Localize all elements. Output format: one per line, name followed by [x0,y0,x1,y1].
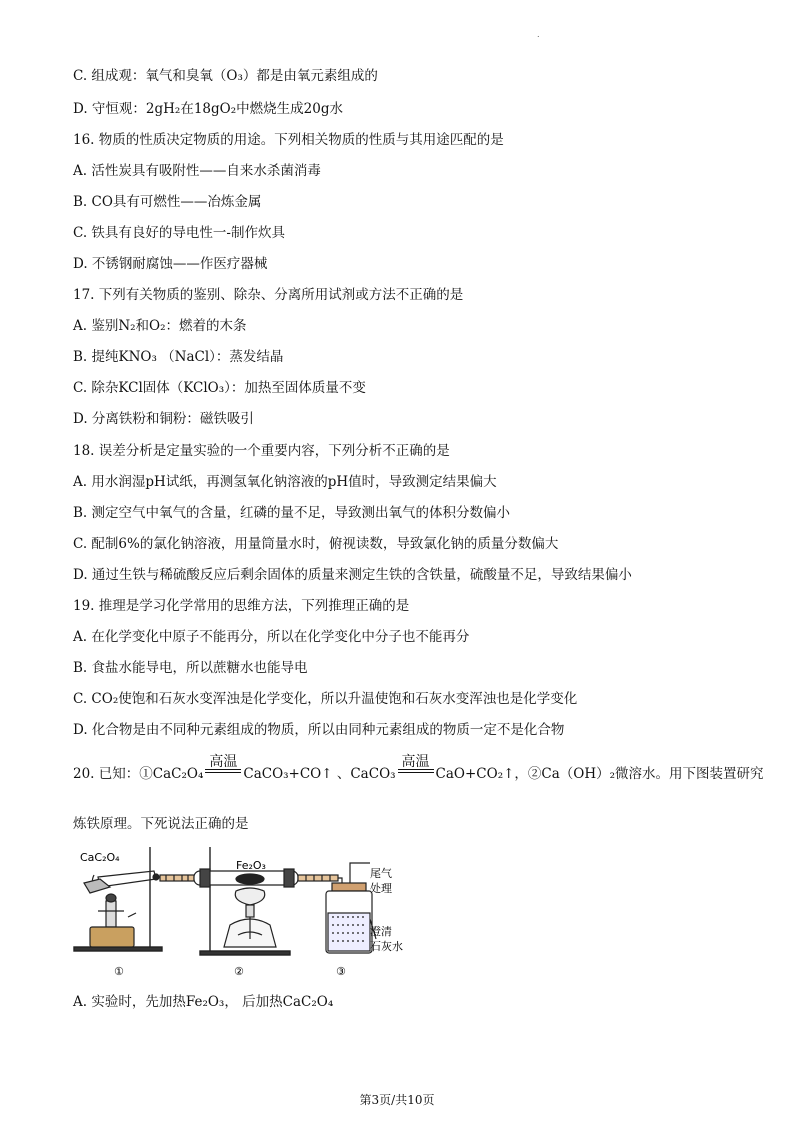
test-tube-1 [84,871,159,893]
apparatus-diagram [70,843,420,983]
q20-stem [73,754,764,783]
label-limewater-2: 石灰水 [370,940,403,953]
condition-high-temp-1: 高温 [209,754,238,770]
q18-option-d[interactable]: D. 通过生铁与稀硫酸反应后剩余固体的质量来测定生铁的含铁量，硫酸量不足，导致结果偏小 [73,567,632,583]
connecting-tube-1 [160,875,194,881]
label-apparatus-1: ① [114,965,124,978]
q18-option-a[interactable]: A. 用水润湿pH试纸，再测氢氧化钠溶液的pH值时，导致测定结果偏大 [73,474,497,490]
q17-option-a[interactable]: A. 鉴别N₂和O₂：燃着的木条 [73,318,247,334]
q19-option-d[interactable]: D. 化合物是由不同种元素组成的物质，所以由同种元素组成的物质一定不是化合物 [73,722,565,738]
corner-dot: . [537,30,540,39]
q20-stem-line2: 炼铁原理。下死说法正确的是 [73,816,249,832]
connecting-tube-2 [298,875,338,881]
q18-option-b[interactable]: B. 测定空气中氧气的含量，红磷的量不足，导致测出氧气的体积分数偏小 [73,505,511,521]
q16-option-d[interactable]: D. 不锈钢耐腐蚀——作医疗器械 [73,256,268,272]
q15-option-c[interactable]: C. 组成观：氧气和臭氧（O₃）都是由氧元素组成的 [73,68,378,84]
q16-option-b[interactable]: B. CO具有可燃性——冶炼金属 [73,194,262,210]
q20-option-a[interactable]: A. 实验时，先加热Fe₂O₃， 后加热CaC₂O₄ [73,994,334,1010]
alcohol-burner-2 [224,888,276,947]
q19-option-c[interactable]: C. CO₂使饱和石灰水变浑浊是化学变化，所以升温使饱和石灰水变浑浊也是化学变化 [73,691,578,707]
page-footer: 第3页/共10页 [359,1093,435,1107]
q17-option-d[interactable]: D. 分离铁粉和铜粉：磁铁吸引 [73,411,254,427]
q20-prefix: 20. 已知：①CaC₂O₄ [73,766,204,782]
label-tail-gas-1: 尾气 [370,867,392,880]
q19-option-a[interactable]: A. 在化学变化中原子不能再分，所以在化学变化中分子也不能再分 [73,629,470,645]
q19-stem: 19. 推理是学习化学常用的思维方法，下列推理正确的是 [73,598,410,614]
label-limewater-1: 澄清 [370,925,392,938]
condition-high-temp-2: 高温 [401,754,430,770]
q20-mid: CaCO₃+CO↑ 、CaCO₃ [243,766,396,782]
label-fe2o3: Fe₂O₃ [236,859,266,872]
q17-option-c[interactable]: C. 除杂KCl固体（KClO₃）：加热至固体质量不变 [73,380,366,396]
q17-stem: 17. 下列有关物质的鉴别、除杂、分离所用试剂或方法不正确的是 [73,287,464,303]
q16-stem: 16. 物质的性质决定物质的用途。下列相关物质的性质与其用途匹配的是 [73,132,504,148]
q19-option-b[interactable]: B. 食盐水能导电，所以蔗糖水也能导电 [73,660,308,676]
label-tail-gas-2: 处理 [370,882,392,895]
q17-option-b[interactable]: B. 提纯KNO₃ （NaCl）：蒸发结晶 [73,349,284,365]
q15-option-d[interactable]: D. 守恒观：2gH₂在18gO₂中燃烧生成20g水 [73,101,343,117]
q16-option-c[interactable]: C. 铁具有良好的导电性一-制作炊具 [73,225,285,241]
label-apparatus-2: ② [234,965,244,978]
q18-option-c[interactable]: C. 配制6%的氯化钠溶液，用量筒量水时，俯视读数，导致氯化钠的质量分数偏大 [73,536,559,552]
q18-stem: 18. 误差分析是定量实验的一个重要内容，下列分析不正确的是 [73,443,450,459]
q20-suffix: CaO+CO₂↑，②Ca（OH）₂微溶水。用下图装置研究 [435,766,764,782]
q16-option-a[interactable]: A. 活性炭具有吸附性——自来水杀菌消毒 [73,163,321,179]
equation-arrow-1 [205,754,241,778]
label-cac2o4: CaC₂O₄ [80,851,120,864]
equation-arrow-2 [398,754,434,778]
alcohol-burner-1 [90,894,136,947]
label-apparatus-3: ③ [336,965,346,978]
